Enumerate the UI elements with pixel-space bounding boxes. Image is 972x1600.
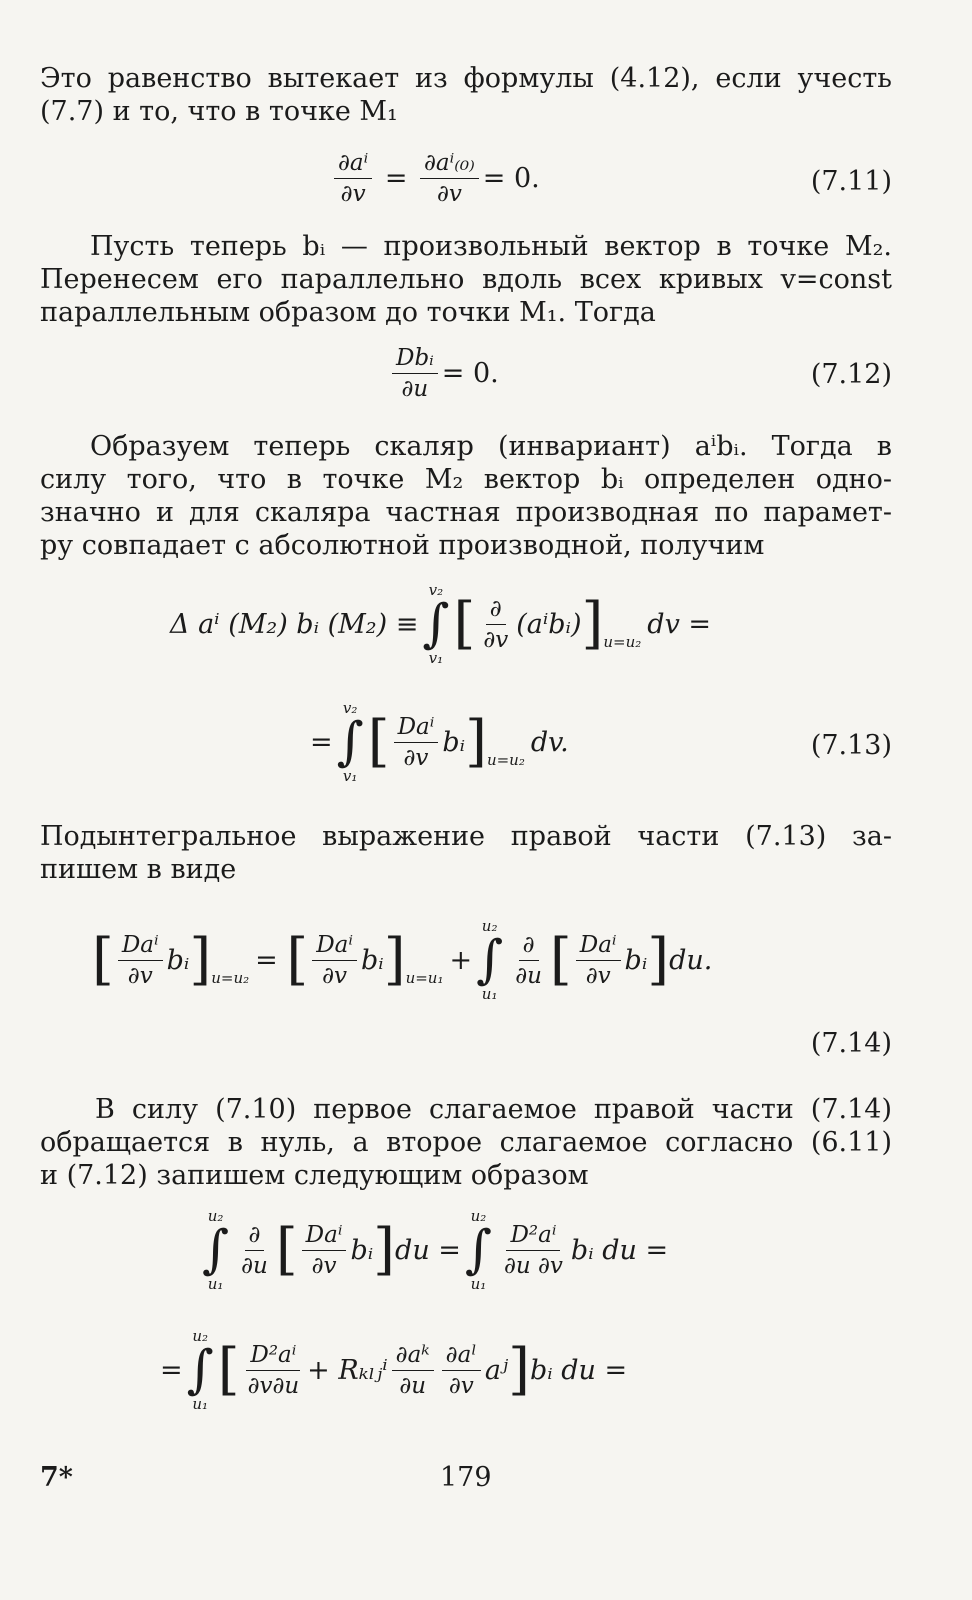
equation-number: (7.13): [810, 730, 892, 761]
text-line: Перенесем его параллельно вдоль всех кривых v=const: [40, 264, 892, 295]
integral: u₂ ∫ u₁: [464, 1207, 493, 1293]
integral: u₂ ∫ u₁: [202, 1207, 230, 1293]
fraction: $\frac{\text{Daⁱ}}{\partial v}$: [302, 1222, 347, 1279]
evaluation-limit: u=u₁: [405, 969, 444, 987]
fraction: $\frac{\text{Daⁱ}}{\partial v}$: [118, 932, 163, 989]
equation-rhs: = 0.: [441, 358, 499, 389]
text-line: В силу (7.10) первое слагаемое правой части (7.14): [95, 1094, 892, 1125]
text-line: и (7.12) запишем следующим образом: [40, 1160, 589, 1191]
fraction: $\frac{\partial}{\partial u}$: [515, 931, 542, 989]
text-line: параллельным образом до точки M₁. Тогда: [40, 297, 656, 328]
fraction: $\frac{\text{Daⁱ}}{\partial v}$: [394, 714, 439, 771]
paragraph-4: [40, 820, 892, 886]
text-line: (7.7) и то, что в точке M₁: [40, 96, 398, 127]
evaluation-limit: u=u₂: [486, 751, 525, 769]
integral: u₂ ∫ u₁: [476, 917, 504, 1003]
equation-number: (7.12): [810, 359, 892, 390]
fraction: $\frac{\text{D²aⁱ}}{\partial u \partial v}$: [504, 1221, 563, 1279]
text-line: Образуем теперь скаляр (инвариант) aⁱbᵢ. Тогда в: [90, 431, 892, 462]
text-line: Подынтегральное выражение правой части (7.13) за-: [40, 821, 892, 852]
equation-final-line-2: = u₂ ∫ u₁ [ $\frac{\text{D²aⁱ}}{\partial v\partial u}$ + Rₖₗⱼⁱ $\frac{\text{∂aᵏ}}{\partial u}$ $\frac{\text{∂aˡ}}{\partial v}$ aʲ ] bᵢ du =: [160, 1327, 628, 1413]
text-line: силу того, что в точке M₂ вектор bᵢ определен одно-: [40, 464, 892, 495]
equation-7-13-line-1: Δ aⁱ (M₂) bᵢ (M₂) ≡ v₂ ∫ v₁ [ $\frac{\partial}{\partial v}$ (aⁱbᵢ) ] u=u₂ dv =: [170, 581, 712, 667]
fraction: $\frac{\text{∂aⁱ}}{\partial v}$: [334, 150, 372, 207]
evaluation-limit: u=u₂: [603, 633, 642, 651]
equation-7-13-line-2: = v₂ ∫ v₁ [ $\frac{\text{Daⁱ}}{\partial v}$ bᵢ ] u=u₂ dv. (7.13): [310, 699, 892, 785]
fraction: $\frac{\partial}{\partial u}$: [241, 1221, 268, 1279]
equation-number: (7.14): [810, 1028, 892, 1059]
text-line: значно и для скаляра частная производная по парамет-: [40, 497, 892, 528]
text-line: Пусть теперь bᵢ — произвольный вектор в точке M₂.: [90, 231, 892, 262]
text-line: Это равенство вытекает из формулы (4.12), если учесть: [40, 63, 892, 94]
equation-7-11: $\frac{\text{∂aⁱ}}{\partial v}$ = $\frac{\text{∂aⁱ₍₀₎}}{\partial v}$ = 0. (7.11): [0, 150, 972, 220]
paragraph-5: [40, 1093, 892, 1192]
equation-final-line-1: u₂ ∫ u₁ $\frac{\partial}{\partial u}$ [ $\frac{\text{Daⁱ}}{\partial v}$ bᵢ ] du = u₂ ∫ u₁ $\frac{\text{D²aⁱ}}{\partial u \partial v}$ bᵢ du =: [202, 1207, 669, 1293]
equation-7-12: [0, 345, 972, 415]
equation-rhs: = 0.: [482, 163, 540, 194]
equation-7-14: [ $\frac{\text{Daⁱ}}{\partial v}$ bᵢ ] u=u₂ = [ $\frac{\text{Daⁱ}}{\partial v}$ bᵢ ] u=u₁ + u₂ ∫ u₁ $\frac{\partial}{\partial u}$ [ $\frac{\text{Daⁱ}}{\partial v}$ bᵢ ] du. (7.14): [92, 917, 892, 1059]
page-number: 179: [440, 1462, 492, 1493]
fraction: $\frac{\text{∂aˡ}}{\partial v}$: [442, 1342, 481, 1399]
paragraph-2: [40, 230, 892, 329]
text-line: ру совпадает с абсолютной производной, получим: [40, 530, 765, 561]
evaluation-limit: u=u₂: [211, 969, 250, 987]
fraction: $\frac{\text{∂aⁱ₍₀₎}}{\partial v}$: [420, 150, 479, 207]
fraction: $\frac{\text{D²aⁱ}}{\partial v\partial u}$: [247, 1341, 300, 1399]
paragraph-1: [40, 62, 892, 128]
integral: v₂ ∫ v₁: [336, 699, 364, 785]
signature-mark: 7*: [40, 1462, 73, 1493]
equation-number: (7.11): [810, 166, 892, 197]
integral: v₂ ∫ v₁: [422, 581, 450, 667]
text-line: пишем в виде: [40, 854, 237, 885]
integral: u₂ ∫ u₁: [186, 1327, 214, 1413]
fraction: $\frac{\partial}{\partial v}$: [483, 595, 509, 653]
text-line: обращается в нуль, а второе слагаемое согласно (6.11): [40, 1127, 892, 1158]
fraction: $\frac{\text{∂aᵏ}}{\partial u}$: [392, 1342, 434, 1399]
equation-lhs: Δ aⁱ (M₂) bᵢ (M₂) ≡: [170, 608, 419, 640]
paragraph-3: [40, 430, 892, 562]
fraction: $\frac{\text{Daⁱ}}{\partial v}$: [312, 932, 357, 989]
fraction: $\frac{\text{Daⁱ}}{\partial v}$: [576, 932, 621, 989]
fraction: $\frac{\text{Dbᵢ}}{\partial u}$: [392, 345, 438, 402]
